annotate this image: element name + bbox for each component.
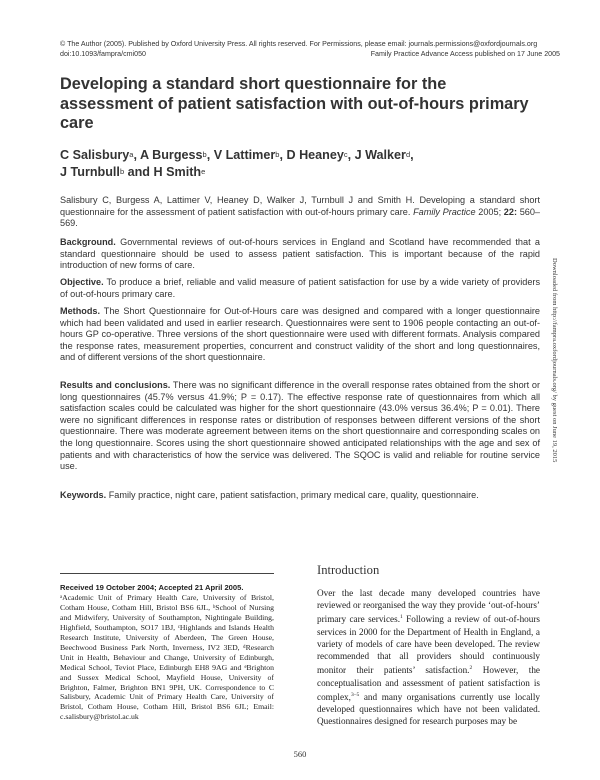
abstract-objective: Objective. To produce a brief, reliable and valid measure of patient satisfaction for use by a wide variety of providers of out-of-hours primary care. (60, 277, 541, 299)
copyright-line: © The Author (2005). Published by Oxford University Press. All rights reserved. For Permissions, please email: journals.permissions@oxfordjournals.org (60, 40, 538, 48)
abstract-methods: Methods. The Short Questionnaire for Out-of-Hours care was designed and compared with a longer questionnaire which had been validated and used in earlier research. Questionnaires were sent to 1906 people contacting an out-of-hours GP co-operative. Three versions of the short questionnaire were used with different formats. Analysis compared the response rates, measurement properties, concurrent and construct validity of the short and long questionnaires, and of different versions of the short questionnaire. (60, 306, 540, 363)
divider (60, 573, 274, 574)
section-heading-introduction: Introduction (317, 563, 380, 577)
author: H Smith$^e$ (153, 165, 206, 179)
running-header (60, 40, 560, 59)
author-list (60, 147, 540, 181)
author: D Heaney$^c$, (286, 148, 355, 162)
author: A Burgess$^b$, (140, 148, 214, 162)
keywords: Keywords. Family practice, night care, patient satisfaction, primary medical care, quality, questionnaire. (60, 490, 479, 500)
introduction-text: Over the last decade many developed countries have reviewed or reorganised the way they provide ‘out-of-hours’ primary care services.$^1$ Following a review of out-of-hours services in 2000 for the Department of Health in England, a variety of models of care have been developed. The review recommended that all providers should continuously monitor their patients’ satisfaction.$^2$ However, the conceptualisation and assessment of patient satisfaction is complex,$^{3-5}$ and many organisations currently use locally developed questionnaires which have not been validated. Questionnaires designed for research purposes may be (317, 588, 541, 727)
author: V Lattimer$^b$, (213, 148, 287, 162)
abstract-results: Results and conclusions. There was no significant difference in the overall response rates obtained from the short or long questionnaires (45.7% versus 41.9%; P = 0.17). The effective response rate of questionnaires from which all satisfaction scales could be calculated was higher for the short questionnaire (43.0% versus 36.4%; P = 0.01). There were no significant differences in response rates or distribution of responses between different versions of the short questionnaire. There was moderate agreement between items on the short questionnaire and corresponding scales on the long questionnaire. Scores using the short questionnaire showed anticipated relationships with the age and sex of patients and with characteristics of how the service was delivered. The SQOC is valid and reliable for routine service use. (60, 380, 541, 472)
author: C Salisbury$^a$, (60, 148, 140, 162)
affiliations-block (60, 583, 274, 722)
advance-access-note: Family Practice Advance Access published on 17 June 2005 (370, 49, 560, 58)
affiliations: ᵃAcademic Unit of Primary Health Care, University of Bristol, Cotham House, Cotham Hill, Bristol BS6 6JL, ᵇSchool of Nursing and Midwifery, University of Southampton, Nightingale Building, Highfield, Southampton, SO17 1BJ, ᶜHighlands and Islands Health Research Institute, University of Aberdeen, The Green House, Beechwood Business Park North, Inverness, IV2 3ED, ᵈResearch Unit in Health, Behaviour and Change, University of Edinburgh, Medical School, Teviot Place, Edinburgh EH8 9AG and ᵉBrighton and Sussex Medical School, Mayfield House, University of Brighton, Falmer, Brighton BN1 9PH, UK. Correspondence to C Salisbury, Academic Unit of Primary Health Care, University of Bristol, Cotham House, Cotham Hill, Bristol BS6 6JL; Email: c.salisbury@bristol.ac.uk (60, 592, 274, 722)
citation: Salisbury C, Burgess A, Lattimer V, Heaney D, Walker J, Turnbull J and Smith H. Developing a standard short questionnaire for the assessment of patient satisfaction with out-of-hours primary care. Family Practice 2005; 22: 560–569. (60, 195, 540, 229)
download-note[interactable]: Downloaded from http://fampra.oxfordjournals.org/ by guest on June 19, 2015 (551, 258, 558, 463)
author: J Walker$^d$, (354, 148, 414, 162)
received-date: Received 19 October 2004; Accepted 21 April 2005. (60, 583, 244, 592)
abstract-background: Background. Governmental reviews of out-of-hours services in England and Scotland have recommended that a standard questionnaire should be used to assess patient satisfaction. This is important because of the rapid introduction of new forms of care. (60, 237, 540, 271)
doi[interactable]: doi:10.1093/fampra/cmi050 (60, 49, 146, 58)
article-title: Developing a standard short questionnaire for the assessment of patient satisfaction with out-of-hours primary care (60, 75, 529, 132)
author: J Turnbull$^b$ and (60, 165, 154, 179)
page-number: 560 (293, 749, 307, 759)
